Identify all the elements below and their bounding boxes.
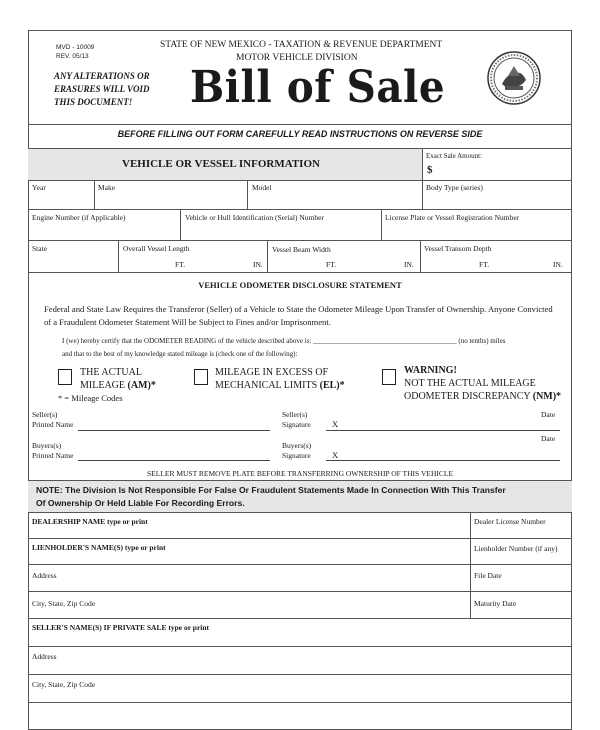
note-line-1: NOTE: The Division Is Not Responsible For False Or Fraudulent Statements Made In Connection With This Transfer (36, 485, 506, 495)
overall-length-ft: FT. (175, 260, 186, 269)
seller-x-mark: X (332, 419, 339, 429)
odometer-law-line-1: Federal and State Law Requires the Transferor (Seller) of a Vehicle to State the Odometer Mileage Upon Transfer of Ownership. Anyone Convicted (44, 304, 553, 314)
vehicle-heading: VEHICLE OR VESSEL INFORMATION (122, 158, 320, 170)
nm-code: (NM)* (532, 391, 562, 402)
warning-line-2: ERASURES WILL VOID (54, 84, 150, 94)
lienholder-name-field[interactable] (28, 539, 470, 564)
seller-private-name-label: SELLER'S NAME(S) IF PRIVATE SALE type or print (32, 623, 210, 632)
engine-number-field[interactable] (28, 210, 180, 239)
make-field[interactable] (95, 181, 247, 209)
lienholder-address-field[interactable] (28, 565, 470, 591)
lienholder-number-field[interactable] (471, 539, 571, 564)
seller-private-name-field[interactable] (28, 619, 571, 646)
seller-signature-label-2: Signature (282, 420, 311, 429)
plate-removal-notice: SELLER MUST REMOVE PLATE BEFORE TRANSFERRING OWNERSHIP OF THIS VEHICLE (146, 469, 454, 478)
vin-field[interactable] (181, 210, 381, 239)
warning-line-1: ANY ALTERATIONS OR (54, 71, 150, 81)
actual-mileage-line-2: MILEAGE (AM)* (80, 380, 156, 391)
buyer-signature-line[interactable] (326, 460, 560, 461)
body-type-label: Body Type (series) (426, 183, 483, 192)
overall-length-label: Overall Vessel Length (123, 244, 190, 253)
beam-width-field[interactable] (268, 241, 420, 271)
beam-width-ft: FT. (326, 260, 337, 269)
model-label: Model (252, 183, 272, 192)
actual-mileage-line-1: THE ACTUAL (80, 367, 142, 378)
year-label: Year (32, 183, 46, 192)
odometer-law-line-2: of a Fraudulent Odometer Statement Will be Subject to Fines and/or Imprisonment. (44, 317, 331, 327)
form-title: Bill of Sale (190, 62, 446, 113)
file-date-field[interactable] (471, 565, 571, 591)
dealer-license-field[interactable] (471, 513, 571, 538)
seller-city-field[interactable] (28, 675, 571, 702)
state-field[interactable] (28, 241, 118, 271)
seller-signature-label-1: Seller(s) (282, 410, 308, 419)
seller-address-field[interactable] (28, 647, 571, 674)
department-name: STATE OF NEW MEXICO - TAXATION & REVENUE DEPARTMENT (160, 40, 443, 50)
lienholder-name-label: LIENHOLDER'S NAME(S) type or print (32, 543, 166, 552)
odometer-check-instruction: and that to the best of my knowledge stated mileage is (check one of the following): (62, 350, 298, 358)
overall-length-field[interactable] (119, 241, 267, 271)
lienholder-address-label: Address (32, 571, 57, 580)
seller-city-label: City, State, Zip Code (32, 680, 96, 689)
make-label: Make (98, 183, 116, 192)
seller-address-label: Address (32, 652, 57, 661)
el-code: (EL)* (319, 380, 345, 391)
dealership-name-field[interactable] (28, 513, 470, 538)
odometer-heading: VEHICLE ODOMETER DISCLOSURE STATEMENT (198, 280, 402, 290)
state-seal-icon (486, 50, 542, 106)
seller-date-label: Date (541, 410, 556, 419)
lienholder-city-label: City, State, Zip Code (32, 599, 96, 608)
license-plate-label: License Plate or Vessel Registration Number (385, 213, 520, 222)
vin-label: Vehicle or Hull Identification (Serial) Number (185, 213, 324, 222)
buyer-date-label: Date (541, 434, 556, 443)
warning-label: WARNING! (404, 365, 457, 376)
odometer-reading-statement[interactable]: I (we) hereby certify that the ODOMETER READING of the vehicle described above is: _________________________________________ (no tenths) miles (62, 337, 506, 345)
warning-line-3: THIS DOCUMENT! (54, 97, 133, 107)
currency-symbol: $ (427, 164, 433, 176)
instructions-banner: BEFORE FILLING OUT FORM CAREFULLY READ INSTRUCTIONS ON REVERSE SIDE (117, 129, 483, 139)
file-date-label: File Date (474, 571, 502, 580)
transom-depth-in: IN. (553, 260, 563, 269)
form-number: MVD - 10009 (56, 44, 95, 51)
dealer-license-label: Dealer License Number (474, 517, 546, 526)
maturity-date-label: Maturity Date (474, 599, 517, 608)
overall-length-in: IN. (253, 260, 263, 269)
actual-mileage-option (80, 366, 156, 392)
excess-mileage-line-1: MILEAGE IN EXCESS OF (215, 367, 329, 378)
not-actual-mileage-checkbox[interactable] (382, 369, 396, 385)
dealership-name-label: DEALERSHIP NAME type or print (32, 517, 148, 526)
state-label: State (32, 244, 47, 253)
body-type-field[interactable] (423, 181, 571, 209)
not-actual-line-2: NOT THE ACTUAL MILEAGE (404, 378, 536, 389)
engine-number-label: Engine Number (if Applicable) (32, 213, 126, 222)
note-line-2: Of Ownership Or Held Liable For Recording Errors. (36, 498, 245, 508)
buyer-signature-label-1: Buyers(s) (282, 441, 312, 450)
buyer-printed-name-line[interactable] (78, 460, 270, 461)
buyer-x-mark: X (332, 450, 339, 460)
beam-width-label: Vessel Beam Width (272, 245, 331, 254)
lienholder-number-label: Lienholder Number (if any) (474, 544, 558, 553)
transom-depth-ft: FT. (479, 260, 490, 269)
model-field[interactable] (248, 181, 422, 209)
sale-amount-field[interactable] (427, 164, 567, 178)
lienholder-city-field[interactable] (28, 592, 470, 618)
buyer-printed-label-2: Printed Name (32, 451, 74, 460)
excess-mileage-line-2: MECHANICAL LIMITS (EL)* (215, 380, 345, 391)
beam-width-in: IN. (404, 260, 414, 269)
year-field[interactable] (28, 181, 94, 209)
revision: REV. 05/13 (56, 53, 89, 60)
not-actual-mileage-option (404, 364, 561, 403)
buyer-signature-label-2: Signature (282, 451, 311, 460)
seller-signature-line[interactable] (326, 430, 560, 431)
seller-printed-label-1: Seller(s) (32, 410, 58, 419)
seller-printed-name-line[interactable] (78, 430, 270, 431)
actual-mileage-checkbox[interactable] (58, 369, 72, 385)
division-name: MOTOR VEHICLE DIVISION (236, 53, 358, 63)
maturity-date-field[interactable] (471, 592, 571, 618)
license-plate-field[interactable] (382, 210, 571, 239)
excess-mileage-option (215, 366, 345, 392)
am-code: (AM)* (127, 380, 156, 391)
transom-depth-label: Vessel Transom Depth (424, 244, 492, 253)
mileage-codes-footnote: * = Mileage Codes (58, 393, 123, 403)
buyer-printed-label-1: Buyers(s) (32, 441, 62, 450)
sale-amount-label: Exact Sale Amount: (426, 152, 482, 160)
seller-printed-label-2: Printed Name (32, 420, 74, 429)
not-actual-line-3: ODOMETER DISCREPANCY (NM)* (404, 391, 562, 402)
transom-depth-field[interactable] (421, 241, 571, 271)
excess-mileage-checkbox[interactable] (194, 369, 208, 385)
